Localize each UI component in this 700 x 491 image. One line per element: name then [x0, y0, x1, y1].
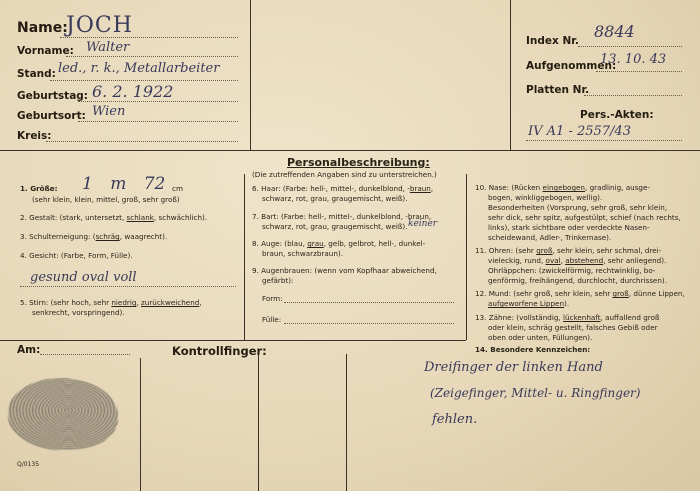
- ohren-selected-1: groß: [536, 246, 553, 255]
- kreis-line: [46, 141, 238, 142]
- stirn-text-end: ,: [199, 298, 202, 307]
- akten-value: IV A1 - 2557/43: [528, 124, 631, 139]
- gesicht-line: [20, 286, 236, 287]
- gesicht-label: 4. Gesicht: (Farbe, Form, Fülle).: [20, 251, 133, 260]
- ohren-text-end: , sehr klein, sehr schmal, drei-: [552, 246, 662, 255]
- ohren-text-2: vieleckig, rund,: [488, 256, 546, 265]
- augenbrauen-field: 9. Augenbrauen: (wenn vom Kopfhaar abweichend,: [252, 266, 437, 275]
- nase-field: [475, 183, 650, 192]
- zaehne-options-2: oben oder unten, Füllungen).: [488, 333, 593, 342]
- name-value: JOCH: [66, 13, 133, 38]
- aufgenommen-value: 13. 10. 43: [600, 52, 667, 67]
- augen-text-end: , gelb, gelbrot, hell-, dunkel-: [323, 239, 426, 248]
- ohren-text: 11. Ohren: (sehr: [475, 246, 537, 255]
- akten-line: [526, 140, 682, 141]
- groesse-field: [20, 184, 58, 193]
- groesse-label: 1. Größe:: [20, 184, 58, 193]
- stand-value: led., r. k., Metallarbeiter: [58, 61, 220, 76]
- stirn-selected-2: zurückweichend: [141, 298, 200, 307]
- stirn-selected-1: niedrig: [111, 298, 137, 307]
- vorname-label: Vorname:: [17, 45, 74, 57]
- augen-options: braun, schwarzbraun).: [262, 249, 343, 258]
- index-value: 8844: [594, 22, 635, 41]
- geburtstag-label: Geburtstag:: [17, 90, 88, 102]
- name-line: [60, 37, 238, 38]
- zaehne-text: 13. Zähne: (vollständig,: [475, 313, 563, 322]
- vorname-value: Walter: [86, 40, 130, 55]
- name-label: Name:: [17, 20, 68, 36]
- nase-besonderheiten-4: scheidewand, Adler-, Trinkernase).: [488, 233, 612, 242]
- ohrlaeppchen-2: genförmig, freihängend, durchlocht, durchrissen).: [488, 276, 667, 285]
- aufgenommen-label: Aufgenommen:: [526, 60, 617, 72]
- am-line: [40, 354, 130, 355]
- stand-line: [50, 80, 238, 81]
- haar-text-end: ,: [430, 184, 434, 193]
- bart-field: 7. Bart: (Farbe: hell-, mittel-, dunkelblond, -braun,: [252, 212, 432, 221]
- bart-value: keiner: [408, 219, 438, 229]
- nase-text-end: , gradlinig, ausge-: [585, 183, 651, 192]
- nase-besonderheiten: Besonderheiten (Vorsprung, sehr groß, sehr klein,: [488, 203, 668, 212]
- nase-selected: eingebogen: [542, 183, 585, 192]
- schulter-selected: schräg: [95, 232, 120, 241]
- geburtstag-line: [78, 101, 238, 102]
- mund-text-2: ).: [564, 299, 570, 308]
- form-label: Form:: [262, 294, 283, 303]
- gestalt-text: 2. Gestalt: (stark, untersetzt,: [20, 213, 127, 222]
- index-label: Index Nr.: [526, 35, 579, 47]
- geburtsort-value: Wien: [92, 104, 126, 119]
- schulter-field: [20, 232, 167, 241]
- fingerprint: [8, 378, 118, 450]
- zaehne-text-end: , auffallend groß: [600, 313, 660, 322]
- zaehne-field: [475, 313, 660, 322]
- augenbrauen-note: gefärbt):: [262, 276, 294, 285]
- personal-title: Personalbeschreibung:: [287, 156, 430, 169]
- haar-selected: braun: [409, 184, 431, 193]
- gestalt-selected: schlank: [126, 213, 154, 222]
- augen-text: 8. Auge: (blau,: [252, 239, 308, 248]
- finger-divider-2: [258, 354, 259, 491]
- mund-options: [488, 299, 569, 308]
- ohren-text-3: ,: [560, 256, 566, 265]
- kennzeichen-line-3: fehlen.: [432, 412, 478, 427]
- index-line: [578, 46, 682, 47]
- ohrlaeppchen: Ohrläppchen: (zwickelförmig, rechtwinklig, bo-: [488, 266, 656, 275]
- schulter-text: 3. Schulterneigung: (: [20, 232, 96, 241]
- haar-field: [252, 184, 433, 193]
- kreis-label: Kreis:: [17, 130, 52, 142]
- top-divider-left: [250, 0, 251, 150]
- stirn-text: 5. Stirn: (sehr hoch, sehr: [20, 298, 112, 307]
- mund-selected-1: groß: [612, 289, 629, 298]
- groesse-options: (sehr klein, klein, mittel, groß, sehr groß): [32, 195, 180, 204]
- fuelle-line: [284, 323, 454, 324]
- stand-label: Stand:: [17, 68, 56, 80]
- header-divider: [0, 150, 700, 151]
- fuelle-label: Fülle:: [262, 315, 282, 324]
- augen-field: [252, 239, 425, 248]
- groesse-unit: cm: [172, 184, 183, 193]
- column-divider-2: [466, 174, 467, 340]
- aufgenommen-line: [596, 71, 682, 72]
- stirn-options: senkrecht, vorspringend).: [32, 308, 125, 317]
- finger-divider-3: [346, 354, 347, 491]
- groesse-value: 1 m 72: [82, 174, 166, 194]
- schulter-text-end: , waagrecht).: [119, 232, 168, 241]
- ohren-selected-2: oval: [545, 256, 561, 265]
- nase-text: 10. Nase: (Rücken: [475, 183, 543, 192]
- geburtsort-label: Geburtsort:: [17, 110, 86, 122]
- platten-label: Platten Nr.: [526, 84, 590, 96]
- ohren-text-4: , sehr anliegend).: [603, 256, 667, 265]
- mund-text-end: , dünne Lippen,: [628, 289, 685, 298]
- haar-text: 6. Haar: (Farbe: hell-, mittel-, dunkelblond, -: [252, 184, 410, 193]
- gestalt-text-end: , schwächlich).: [153, 213, 208, 222]
- mund-field: [475, 289, 685, 298]
- mund-selected-2: aufgeworfene Lippen: [488, 299, 565, 308]
- nase-options: bogen, winkliggebogen, wellig).: [488, 193, 603, 202]
- top-divider-right: [510, 0, 511, 150]
- zaehne-selected: lückenhaft: [562, 313, 601, 322]
- kontrollfinger-label: Kontrollfinger:: [172, 344, 267, 358]
- bart-options: schwarz, rot, grau, graugemischt, weiß).: [262, 222, 408, 231]
- augen-selected: grau: [307, 239, 324, 248]
- nase-besonderheiten-2: sehr dick, sehr spitz, aufgestülpt, schief (nach rechts,: [488, 213, 681, 222]
- gesicht-value: gesund oval voll: [30, 270, 137, 285]
- geburtsort-line: [78, 121, 238, 122]
- akten-label: Pers.-Akten:: [580, 109, 654, 121]
- personal-subtitle: (Die zutreffenden Angaben sind zu unterstreichen.): [252, 170, 437, 179]
- haar-options: schwarz, rot, grau, graugemischt, weiß).: [262, 194, 408, 203]
- form-line: [284, 302, 454, 303]
- geburtstag-value: 6. 2. 1922: [92, 82, 174, 101]
- kennzeichen-line-1: Dreifinger der linken Hand: [424, 360, 603, 375]
- am-label: Am:: [17, 344, 41, 356]
- column-divider-1: [244, 174, 245, 340]
- zaehne-options: oder klein, schräg gestellt, falsches Gebiß oder: [488, 323, 658, 332]
- finger-divider-1: [140, 358, 141, 491]
- vorname-line: [66, 56, 238, 57]
- form-code: Q/0135: [17, 461, 40, 468]
- stirn-field: [20, 298, 202, 307]
- gestalt-field: [20, 213, 207, 222]
- ohren-field: [475, 246, 661, 255]
- bottom-divider: [0, 340, 466, 341]
- platten-line: [584, 95, 682, 96]
- nase-besonderheiten-3: links), stark sichtbare oder verdeckte Nasen-: [488, 223, 650, 232]
- mund-text: 12. Mund: (sehr groß, sehr klein, sehr: [475, 289, 613, 298]
- stirn-text-mid: ,: [136, 298, 142, 307]
- ohren-options: [488, 256, 666, 265]
- ohren-selected-3: abstehend: [565, 256, 604, 265]
- kennzeichen-line-2: (Zeigefinger, Mittel- u. Ringfinger): [430, 386, 641, 400]
- besondere-kennzeichen-label: 14. Besondere Kennzeichen:: [475, 345, 591, 354]
